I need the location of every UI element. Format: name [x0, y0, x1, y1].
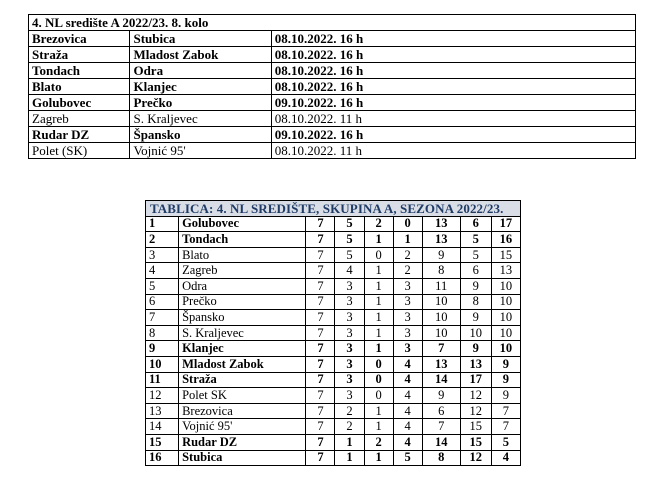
standing-goals-against: 13 [460, 356, 491, 372]
standing-goals-against: 9 [460, 341, 491, 357]
standing-draws: 1 [364, 341, 393, 357]
standings-row [146, 278, 521, 294]
standing-draws: 1 [364, 419, 393, 435]
standing-team: Špansko [179, 310, 306, 326]
standing-wins: 4 [335, 263, 364, 279]
standing-wins: 5 [335, 216, 364, 232]
standing-draws: 1 [364, 450, 393, 466]
fixture-date: 08.10.2022. 16 h [271, 63, 635, 79]
standing-goals-for: 6 [422, 403, 460, 419]
standings-row [146, 294, 521, 310]
standing-losses: 3 [393, 278, 422, 294]
standing-points: 10 [491, 341, 520, 357]
standing-position: 11 [146, 372, 179, 388]
standing-wins: 3 [335, 294, 364, 310]
standing-played: 7 [306, 294, 335, 310]
standing-losses: 4 [393, 388, 422, 404]
standing-played: 7 [306, 372, 335, 388]
standing-goals-for: 10 [422, 294, 460, 310]
standings-row [146, 232, 521, 248]
standing-losses: 3 [393, 341, 422, 357]
standing-goals-against: 12 [460, 388, 491, 404]
standing-draws: 2 [364, 216, 393, 232]
standing-draws: 1 [364, 232, 393, 248]
standing-losses: 1 [393, 232, 422, 248]
standing-team: Prečko [179, 294, 306, 310]
standing-points: 10 [491, 310, 520, 326]
standing-position: 1 [146, 216, 179, 232]
standing-goals-for: 8 [422, 450, 460, 466]
standing-goals-against: 12 [460, 403, 491, 419]
fixture-home-team: Straža [29, 47, 130, 63]
standing-team: Tondach [179, 232, 306, 248]
standing-goals-against: 5 [460, 232, 491, 248]
standing-goals-against: 10 [460, 325, 491, 341]
standings-row [146, 325, 521, 341]
fixture-date: 08.10.2022. 16 h [271, 31, 635, 47]
standing-played: 7 [306, 356, 335, 372]
fixture-home-team: Tondach [29, 63, 130, 79]
standing-team: Polet SK [179, 388, 306, 404]
standing-played: 7 [306, 450, 335, 466]
fixture-home-team: Blato [29, 79, 130, 95]
standing-points: 17 [491, 216, 520, 232]
standing-losses: 4 [393, 356, 422, 372]
standing-goals-for: 13 [422, 356, 460, 372]
standing-team: Brezovica [179, 403, 306, 419]
standing-goals-for: 9 [422, 388, 460, 404]
standing-goals-against: 9 [460, 310, 491, 326]
standing-team: Stubica [179, 450, 306, 466]
standing-goals-for: 7 [422, 419, 460, 435]
standings-row [146, 263, 521, 279]
standings-row [146, 356, 521, 372]
standing-wins: 5 [335, 247, 364, 263]
fixture-row [29, 31, 636, 47]
standing-goals-for: 10 [422, 310, 460, 326]
standings-header-row [146, 201, 521, 217]
fixture-row [29, 111, 636, 127]
standing-played: 7 [306, 434, 335, 450]
standing-draws: 1 [364, 310, 393, 326]
standing-draws: 0 [364, 356, 393, 372]
standing-draws: 1 [364, 294, 393, 310]
standing-played: 7 [306, 341, 335, 357]
standing-position: 2 [146, 232, 179, 248]
fixtures-title: 4. NL središte A 2022/23. 8. kolo [29, 15, 636, 31]
standing-team: Rudar DZ [179, 434, 306, 450]
standing-draws: 1 [364, 278, 393, 294]
fixture-away-team: Špansko [130, 127, 271, 143]
fixture-row [29, 79, 636, 95]
fixture-home-team: Rudar DZ [29, 127, 130, 143]
standing-team: Golubovec [179, 216, 306, 232]
fixture-date: 08.10.2022. 11 h [271, 143, 635, 159]
standing-goals-against: 8 [460, 294, 491, 310]
fixture-row [29, 63, 636, 79]
standing-wins: 1 [335, 450, 364, 466]
standing-position: 6 [146, 294, 179, 310]
standing-team: Blato [179, 247, 306, 263]
standing-goals-for: 10 [422, 325, 460, 341]
standing-points: 10 [491, 278, 520, 294]
standing-played: 7 [306, 232, 335, 248]
fixture-row [29, 95, 636, 111]
standing-points: 5 [491, 434, 520, 450]
standing-losses: 5 [393, 450, 422, 466]
standing-position: 15 [146, 434, 179, 450]
standing-draws: 1 [364, 325, 393, 341]
standing-position: 12 [146, 388, 179, 404]
standing-goals-against: 9 [460, 278, 491, 294]
standing-goals-for: 11 [422, 278, 460, 294]
standing-played: 7 [306, 247, 335, 263]
standing-goals-for: 9 [422, 247, 460, 263]
standing-wins: 2 [335, 403, 364, 419]
standing-goals-against: 6 [460, 216, 491, 232]
standing-team: Zagreb [179, 263, 306, 279]
standing-wins: 2 [335, 419, 364, 435]
fixture-date: 09.10.2022. 16 h [271, 127, 635, 143]
standing-wins: 3 [335, 372, 364, 388]
fixture-date: 08.10.2022. 11 h [271, 111, 635, 127]
fixture-row [29, 47, 636, 63]
standing-points: 7 [491, 419, 520, 435]
standing-team: Mladost Zabok [179, 356, 306, 372]
standing-points: 4 [491, 450, 520, 466]
fixture-row [29, 127, 636, 143]
standing-position: 16 [146, 450, 179, 466]
fixture-home-team: Brezovica [29, 31, 130, 47]
standing-wins: 3 [335, 388, 364, 404]
standing-played: 7 [306, 388, 335, 404]
fixture-away-team: Klanjec [130, 79, 271, 95]
standing-played: 7 [306, 403, 335, 419]
standing-goals-against: 5 [460, 247, 491, 263]
standing-goals-against: 17 [460, 372, 491, 388]
standings-row [146, 247, 521, 263]
standing-losses: 2 [393, 263, 422, 279]
standing-position: 7 [146, 310, 179, 326]
fixture-date: 08.10.2022. 16 h [271, 47, 635, 63]
standing-points: 9 [491, 356, 520, 372]
fixture-home-team: Polet (SK) [29, 143, 130, 159]
standings-row [146, 419, 521, 435]
fixture-away-team: Stubica [130, 31, 271, 47]
standings-table [145, 200, 521, 466]
standing-losses: 3 [393, 310, 422, 326]
standing-losses: 3 [393, 325, 422, 341]
standing-position: 13 [146, 403, 179, 419]
standing-points: 7 [491, 403, 520, 419]
standing-losses: 3 [393, 294, 422, 310]
standings-row [146, 434, 521, 450]
standings-row [146, 403, 521, 419]
standings-row [146, 450, 521, 466]
standing-played: 7 [306, 263, 335, 279]
standing-team: Vojnić 95' [179, 419, 306, 435]
fixture-date: 08.10.2022. 16 h [271, 79, 635, 95]
standing-draws: 0 [364, 388, 393, 404]
standing-goals-for: 14 [422, 372, 460, 388]
standing-goals-for: 8 [422, 263, 460, 279]
standing-losses: 4 [393, 403, 422, 419]
standing-team: S. Kraljevec [179, 325, 306, 341]
fixtures-body [29, 15, 636, 159]
fixture-away-team: Prečko [130, 95, 271, 111]
standing-points: 10 [491, 294, 520, 310]
fixture-date: 09.10.2022. 16 h [271, 95, 635, 111]
standing-team: Odra [179, 278, 306, 294]
fixture-home-team: Golubovec [29, 95, 130, 111]
fixture-away-team: Odra [130, 63, 271, 79]
standing-points: 9 [491, 372, 520, 388]
standings-row [146, 372, 521, 388]
standing-wins: 3 [335, 278, 364, 294]
standing-goals-against: 15 [460, 434, 491, 450]
standing-goals-for: 13 [422, 216, 460, 232]
standing-wins: 1 [335, 434, 364, 450]
standing-goals-for: 13 [422, 232, 460, 248]
standings-row [146, 310, 521, 326]
standing-goals-for: 14 [422, 434, 460, 450]
standing-wins: 3 [335, 310, 364, 326]
standing-team: Straža [179, 372, 306, 388]
standing-points: 15 [491, 247, 520, 263]
standing-team: Klanjec [179, 341, 306, 357]
standing-goals-against: 12 [460, 450, 491, 466]
standing-wins: 3 [335, 341, 364, 357]
standing-position: 3 [146, 247, 179, 263]
fixture-row [29, 143, 636, 159]
standing-played: 7 [306, 216, 335, 232]
standings-row [146, 388, 521, 404]
standing-losses: 4 [393, 419, 422, 435]
standing-draws: 2 [364, 434, 393, 450]
standing-position: 5 [146, 278, 179, 294]
standing-draws: 0 [364, 247, 393, 263]
standing-position: 9 [146, 341, 179, 357]
fixture-away-team: S. Kraljevec [130, 111, 271, 127]
standing-points: 16 [491, 232, 520, 248]
standing-goals-against: 6 [460, 263, 491, 279]
standing-points: 9 [491, 388, 520, 404]
standings-body [146, 201, 521, 466]
standing-points: 10 [491, 325, 520, 341]
standing-played: 7 [306, 419, 335, 435]
standing-points: 13 [491, 263, 520, 279]
fixture-away-team: Vojnić 95' [130, 143, 271, 159]
standings-row [146, 341, 521, 357]
standing-wins: 5 [335, 232, 364, 248]
fixtures-table [28, 14, 636, 159]
standing-goals-for: 7 [422, 341, 460, 357]
standing-position: 8 [146, 325, 179, 341]
standing-losses: 4 [393, 372, 422, 388]
standing-draws: 1 [364, 263, 393, 279]
standing-losses: 0 [393, 216, 422, 232]
standing-losses: 2 [393, 247, 422, 263]
standing-played: 7 [306, 310, 335, 326]
standing-draws: 0 [364, 372, 393, 388]
standing-played: 7 [306, 325, 335, 341]
standings-row [146, 216, 521, 232]
standing-played: 7 [306, 278, 335, 294]
standing-position: 14 [146, 419, 179, 435]
standing-draws: 1 [364, 403, 393, 419]
standing-position: 10 [146, 356, 179, 372]
fixtures-header-row [29, 15, 636, 31]
standing-losses: 4 [393, 434, 422, 450]
standing-wins: 3 [335, 325, 364, 341]
standing-wins: 3 [335, 356, 364, 372]
standing-position: 4 [146, 263, 179, 279]
fixture-away-team: Mladost Zabok [130, 47, 271, 63]
fixture-home-team: Zagreb [29, 111, 130, 127]
standings-title: TABLICA: 4. NL SREDIŠTE, SKUPINA A, SEZONA 2022/23. [146, 201, 521, 217]
standing-goals-against: 15 [460, 419, 491, 435]
